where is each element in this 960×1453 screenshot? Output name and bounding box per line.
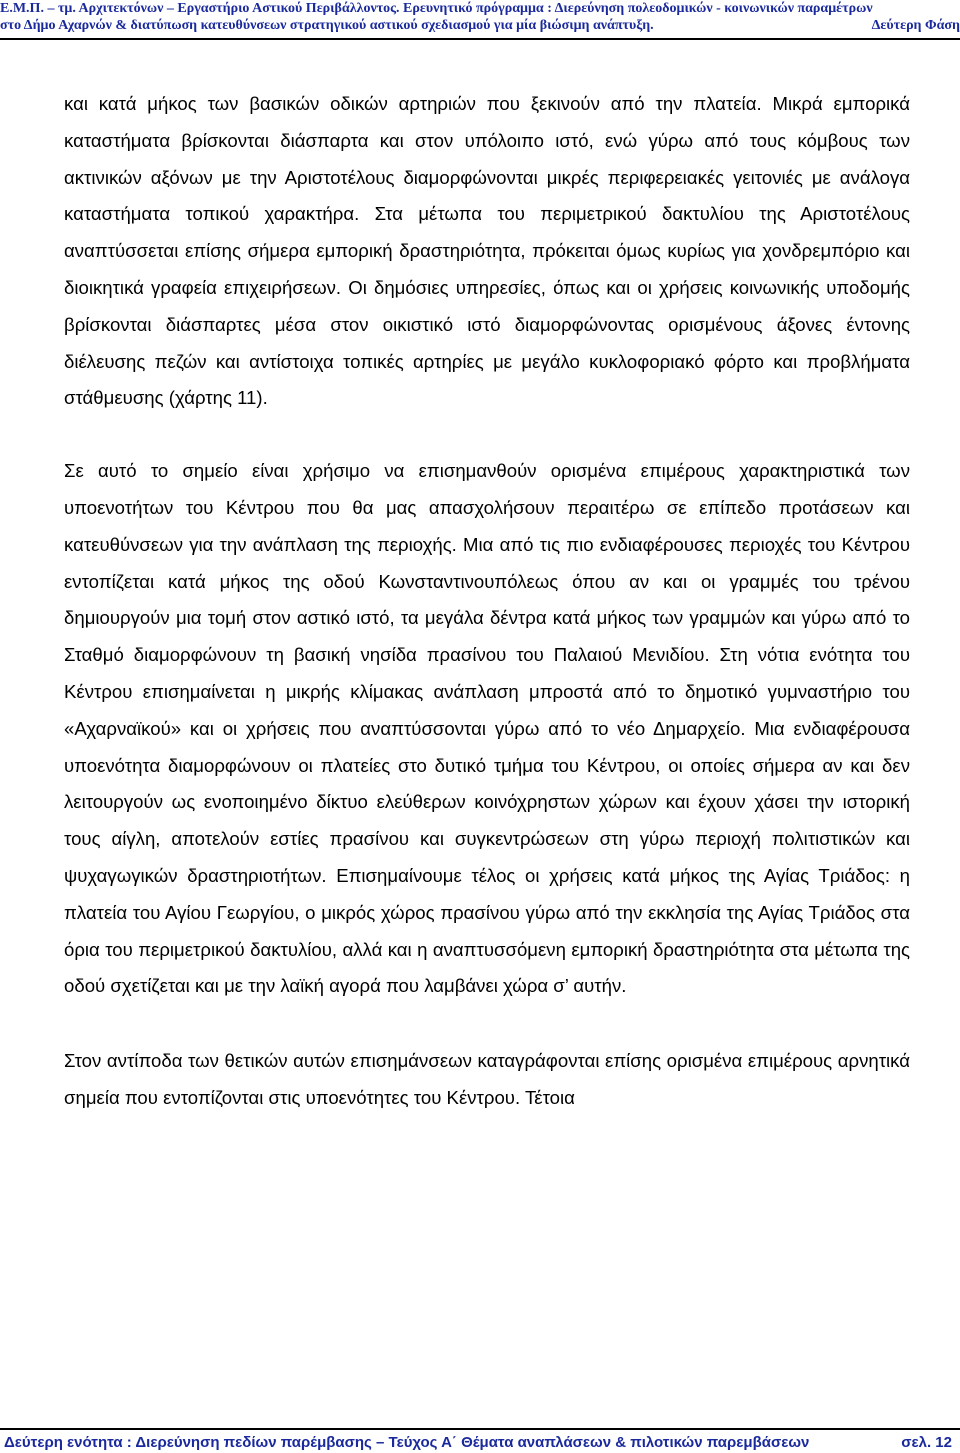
header-phase: Δεύτερη Φάση: [871, 18, 960, 33]
page-header: [0, 0, 960, 40]
page-footer: [0, 1432, 960, 1453]
header-line-2: [0, 17, 960, 34]
document-body: [64, 86, 910, 1117]
footer-section-title: Δεύτερη ενότητα : Διερεύνηση πεδίων παρέμβασης – Τεύχος Α΄ Θέματα αναπλάσεων & πιλοτικών παρεμβάσεων: [4, 1434, 810, 1451]
paragraph-1: και κατά μήκος των βασικών οδικών αρτηριών που ξεκινούν από την πλατεία. Μικρά εμπορικά καταστήματα βρίσκονται διάσπαρτα και στον υπόλοιπο ιστό, ενώ γύρω από τους κόμβους των ακτινικών αξόνων με την Αριστοτέλους διαμορφώνονται μικρές περιφερειακές γειτονιές με ανάλογα καταστήματα τοπικού χαρακτήρα. Στα μέτωπα του περιμετρικού δακτυλίου της Αριστοτέλους αναπτύσσεται επίσης σήμερα εμπορική δραστηριότητα, πρόκειται όμως κυρίως για χονδρεμπόριο και διοικητικά γραφεία επιχειρήσεων. Οι δημόσιες υπηρεσίες, όπως και οι χρήσεις κοινωνικής υποδομής βρίσκονται διάσπαρτες μέσα στον οικιστικό ιστό διαμορφώνοντας ορισμένους άξονες έντονης διέλευσης πεζών και αντίστοιχα τοπικές αρτηρίες με μεγάλο κυκλοφοριακό φόρτο και προβλήματα στάθμευσης (χάρτης 11).: [64, 93, 910, 409]
header-project-title: στο Δήμο Αχαρνών & διατύπωση κατευθύνσεων στρατηγικού αστικού σχεδιασμού για μία βιώσιμη ανάπτυξη.: [0, 18, 654, 33]
paragraph-2: Σε αυτό το σημείο είναι χρήσιμο να επισημανθούν ορισμένα επιμέρους χαρακτηριστικά των υποενοτήτων του Κέντρου που θα μας απασχολήσουν περαιτέρω σε επίπεδο προτάσεων και κατευθύνσεων για την ανάπλαση της περιοχής. Μια από τις πιο ενδιαφέρουσες περιοχές του Κέντρου εντοπίζεται κατά μήκος της οδού Κωνσταντινουπόλεως όπου αν και οι γραμμές του τρένου δημιουργούν μια τομή στον αστικό ιστό, τα μεγάλα δέντρα κατά μήκος των γραμμών και γύρω από το Σταθμό διαμορφώνουν τη βασική νησίδα πρασίνου του Παλαιού Μενιδίου. Στη νότια ενότητα του Κέντρου επισημαίνεται η μικρής κλίμακας ανάπλαση μπροστά από το δημοτικό γυμναστήριο του «Αχαρναϊκού» και οι χρήσεις που αναπτύσσονται γύρω από το νέο Δημαρχείο. Μια ενδιαφέρουσα υποενότητα διαμορφώνουν οι πλατείες στο δυτικό τμήμα του Κέντρου, οι οποίες σήμερα αν και δεν λειτουργούν ως ενοποιημένο δίκτυο ελεύθερων κοινόχρηστων χώρων και έχουν χάσει την ιστορική τους αίγλη, αποτελούν εστίες πρασίνου και συγκεντρώσεων στη γύρω περιοχή πολιτιστικών και ψυχαγωγικών δραστηριοτήτων. Επισημαίνουμε τέλος οι χρήσεις κατά μήκος της Αγίας Τριάδος: η πλατεία του Αγίου Γεωργίου, ο μικρός χώρος πρασίνου γύρω από την εκκλησία της Αγίας Τριάδος στα όρια του περιμετρικού δακτυλίου, αλλά και η αναπτυσσόμενη εμπορική δραστηριότητα στα μέτωπα της οδού σχετίζεται και με την λαϊκή αγορά που λαμβάνει χώρα σ’ αυτήν.: [64, 460, 910, 997]
header-line-1: Ε.Μ.Π. – τμ. Αρχιτεκτόνων – Εργαστήριο Αστικού Περιβάλλοντος. Ερευνητικό πρόγραμμα : Διερεύνηση πολεοδομικών - κοινωνικών παραμέτρων: [0, 1, 873, 16]
header-rule: [0, 38, 960, 40]
paragraph-3: Στον αντίποδα των θετικών αυτών επισημάνσεων καταγράφονται επίσης ορισμένα επιμέρους αρνητικά σημεία που εντοπίζονται στις υποενότητες του Κέντρου. Τέτοια: [64, 1050, 910, 1108]
footer-rule: [0, 1428, 960, 1430]
page-number: σελ. 12: [901, 1434, 952, 1451]
